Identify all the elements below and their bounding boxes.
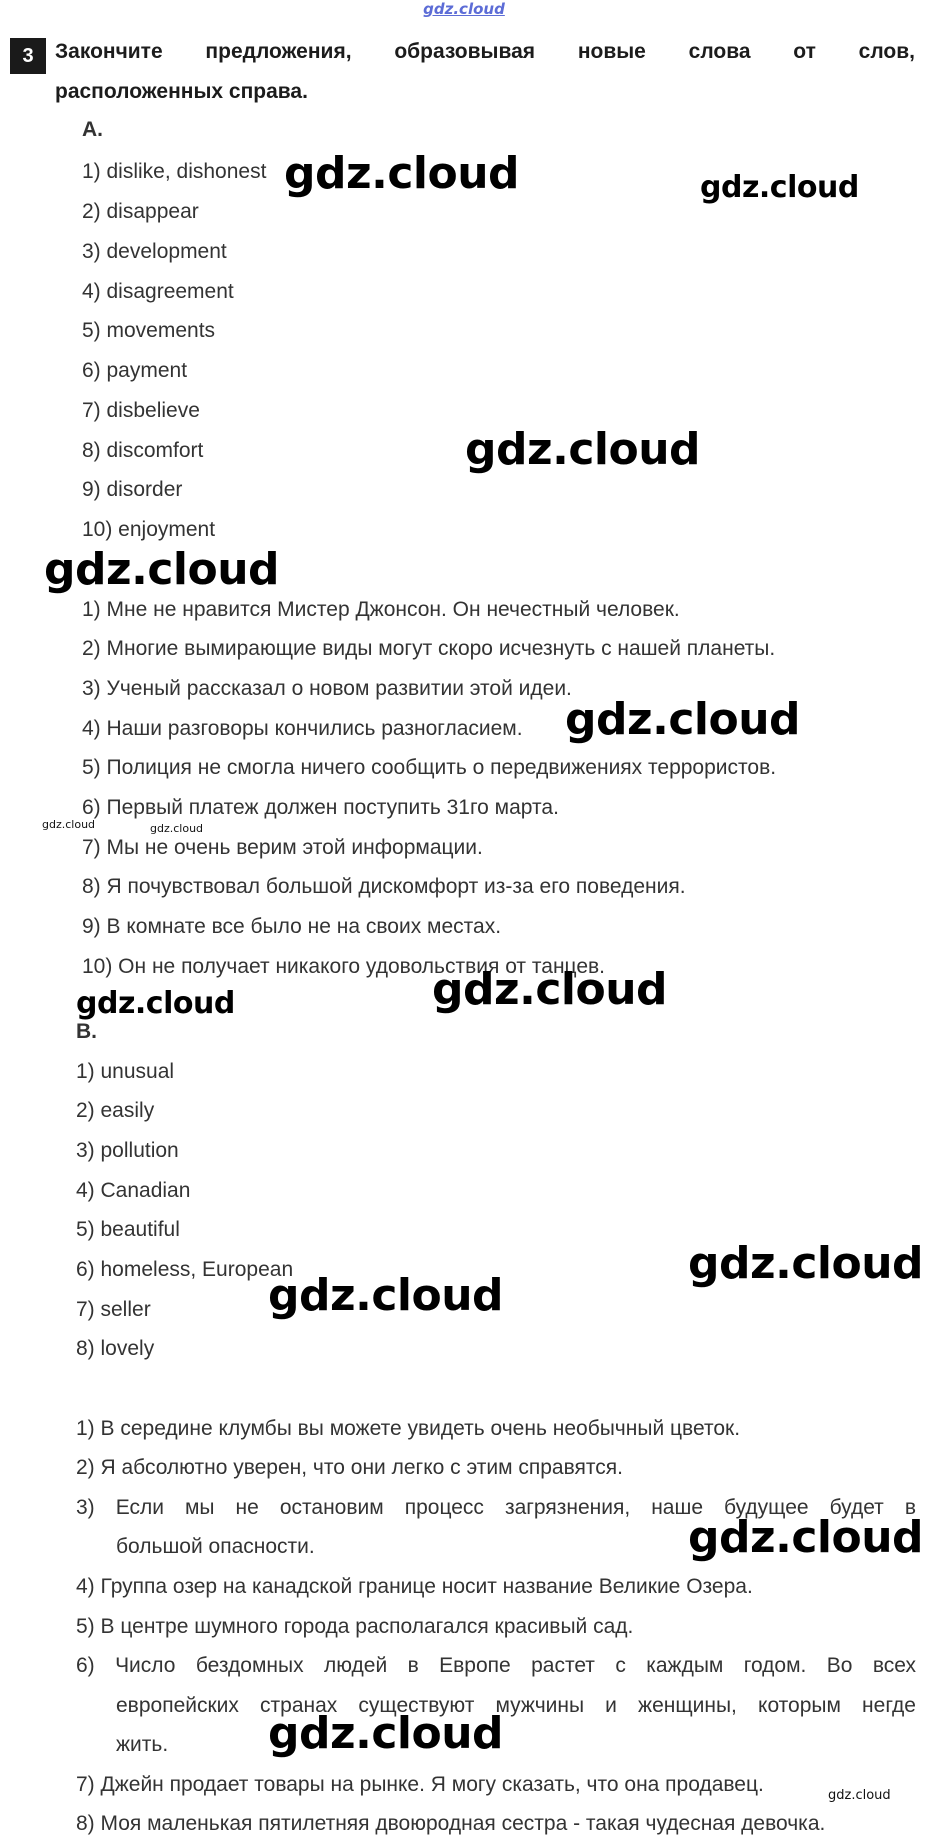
watermark-large: gdz.cloud [432, 964, 668, 1015]
section-a-answer: 4) disagreement [82, 280, 234, 303]
section-b-translation-continued: большой опасности. [116, 1535, 315, 1558]
section-a-answer: 10) enjoyment [82, 518, 216, 541]
section-b-answer: 3) pollution [76, 1139, 179, 1162]
task-instruction-line2: расположенных справа. [55, 80, 308, 103]
section-b-translation: 2) Я абсолютно уверен, что они легко с этим справятся. [76, 1456, 623, 1479]
section-a-translation: 8) Я почувствовал большой дискомфорт из-за его поведения. [82, 875, 686, 898]
section-b-answer: 6) homeless, European [76, 1258, 294, 1281]
section-a-translation: 3) Ученый рассказал о новом развитии этой идеи. [82, 677, 572, 700]
watermark-small: gdz.cloud [42, 818, 96, 831]
task-instruction-line1: Закончите предложения, образовывая новые слова от слов, [55, 40, 915, 63]
watermark-medium: gdz.cloud [76, 986, 235, 1021]
watermark-large: gdz.cloud [268, 1708, 504, 1759]
section-a-label: A. [82, 118, 103, 141]
section-a-answer: 8) discomfort [82, 439, 204, 462]
watermark-large: gdz.cloud [565, 694, 801, 745]
watermark-large: gdz.cloud [465, 424, 701, 475]
section-b-answer: 5) beautiful [76, 1218, 180, 1241]
section-a-translation: 5) Полиция не смогла ничего сообщить о передвижениях террористов. [82, 756, 777, 779]
section-a-translation: 10) Он не получает никакого удовольствия от танцев. [82, 955, 606, 978]
section-b-answer: 2) easily [76, 1099, 155, 1122]
section-b-translation: 1) В середине клумбы вы можете увидеть очень необычный цветок. [76, 1417, 741, 1440]
section-b-translation: 6) Число бездомных людей в Европе растет с каждым годом. Во всех [76, 1654, 916, 1677]
section-b-translation: 7) Джейн продает товары на рынке. Я могу сказать, что она продавец. [76, 1773, 764, 1796]
section-a-translation: 7) Мы не очень верим этой информации. [82, 836, 483, 859]
task-number-badge: 3 [10, 38, 46, 74]
watermark-small: gdz.cloud [828, 1788, 891, 1803]
section-b-translation-continued: европейских странах существуют мужчины и женщины, которым негде [116, 1694, 916, 1717]
section-b-translation: 5) В центре шумного города располагался красивый сад. [76, 1615, 634, 1638]
section-a-answer: 1) dislike, dishonest [82, 160, 267, 183]
section-a-answer: 9) disorder [82, 478, 183, 501]
section-b-answer: 8) lovely [76, 1337, 155, 1360]
watermark-medium: gdz.cloud [700, 170, 859, 205]
section-b-translation: 3) Если мы не остановим процесс загрязнения, наше будущее будет в [76, 1496, 916, 1519]
section-a-translation: 4) Наши разговоры кончились разногласием. [82, 717, 523, 740]
section-b-answer: 1) unusual [76, 1060, 175, 1083]
section-a-answer: 2) disappear [82, 200, 199, 223]
section-b-translation: 4) Группа озер на канадской границе носит название Великие Озера. [76, 1575, 753, 1598]
section-a-translation: 9) В комнате все было не на своих местах. [82, 915, 502, 938]
section-a-translation: 2) Многие вымирающие виды могут скоро исчезнуть с нашей планеты. [82, 637, 776, 660]
section-a-answer: 3) development [82, 240, 227, 263]
watermark-large: gdz.cloud [268, 1270, 504, 1321]
section-b-label: B. [76, 1020, 97, 1043]
section-b-translation-continued: жить. [116, 1733, 169, 1756]
watermark-small: gdz.cloud [150, 822, 204, 835]
section-b-answer: 4) Canadian [76, 1179, 191, 1202]
watermark-large: gdz.cloud [688, 1512, 924, 1563]
watermark-large: gdz.cloud [284, 148, 520, 199]
section-a-translation: 1) Мне не нравится Мистер Джонсон. Он нечестный человек. [82, 598, 680, 621]
section-a-answer: 6) payment [82, 359, 188, 382]
top-watermark: gdz.cloud [423, 0, 505, 18]
section-a-answer: 7) disbelieve [82, 399, 200, 422]
section-b-answer: 7) seller [76, 1298, 151, 1321]
section-a-translation: 6) Первый платеж должен поступить 31го марта. [82, 796, 559, 819]
section-a-answer: 5) movements [82, 319, 216, 342]
section-b-translation: 8) Моя маленькая пятилетняя двоюродная сестра - такая чудесная девочка. [76, 1812, 826, 1835]
watermark-large: gdz.cloud [688, 1238, 924, 1289]
watermark-large: gdz.cloud [44, 544, 280, 595]
